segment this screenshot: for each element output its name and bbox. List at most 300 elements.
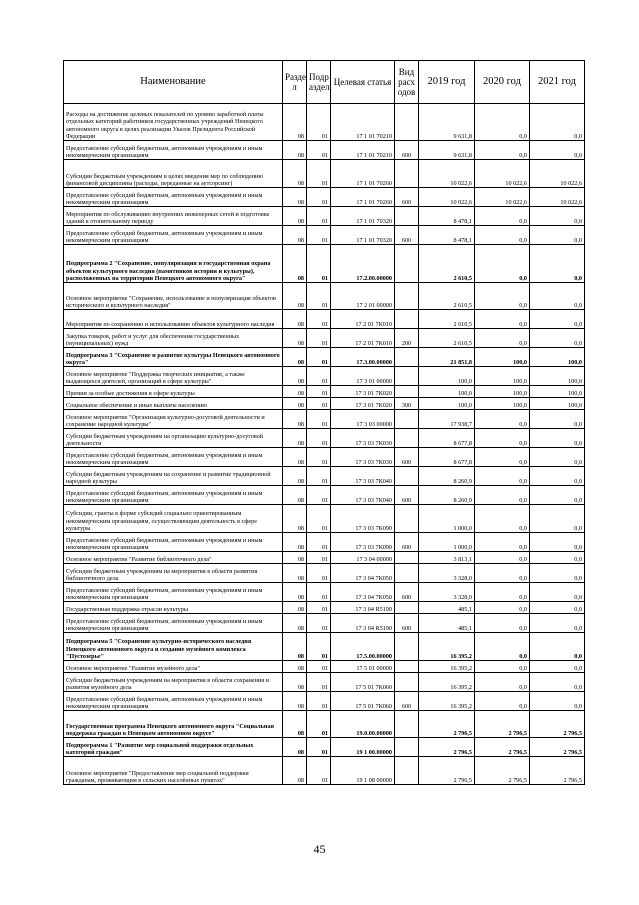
cell-name: Субсидии бюджетным учреждениям на мероприятия в области сохранения и развития музейного дела [64,673,283,692]
cell-year-2019: 16 395,2 [419,673,475,692]
cell-subsection: 01 [307,207,331,226]
cell-name: Государственная программа Ненецкого автономного округа "Социальная поддержка граждан в Ненецком автономном округе" [64,711,283,738]
cell-year-2019: 2 796,5 [419,738,475,757]
cell-target-article: 17 3 04 R5190 [331,602,395,614]
cell-name: Социальное обеспечение и иные выплаты населению [64,398,283,410]
table-row [64,602,585,614]
table-row [64,552,585,564]
cell-target-article: 17 3 03 7К090 [331,533,395,552]
cell-year-2019: 16 395,2 [419,692,475,711]
cell-year-2019: 10 022,6 [419,188,475,207]
table-row [64,583,585,602]
cell-subsection: 01 [307,661,331,673]
cell-section: 08 [283,552,307,564]
cell-expense-type: 600 [395,533,419,552]
table-row [64,207,585,226]
cell-name: Подпрограмма 2 "Сохранение, популяризация и государственная охрана объектов культурного наследия (памятников истории и культуры), расположенных на территории Ненецкого автономного округа" [64,245,283,283]
cell-year-2020: 2 796,5 [475,711,530,738]
cell-expense-type [395,367,419,386]
cell-section: 08 [283,386,307,398]
table-row [64,429,585,448]
cell-subsection: 01 [307,505,331,533]
cell-expense-type: 600 [395,583,419,602]
cell-year-2021: 2 796,5 [530,711,585,738]
cell-expense-type [395,633,419,661]
cell-name: Государственная поддержка отрасли культуры [64,602,283,614]
cell-year-2019: 100,0 [419,367,475,386]
table-row [64,738,585,757]
cell-expense-type: 600 [395,614,419,633]
table-row [64,711,585,738]
cell-year-2019: 3 328,0 [419,564,475,583]
header-subsection: Подр аздел [307,61,331,104]
cell-section: 08 [283,661,307,673]
cell-expense-type [395,711,419,738]
cell-year-2021: 0,0 [530,661,585,673]
cell-section: 08 [283,160,307,188]
cell-expense-type [395,467,419,486]
cell-year-2020: 0,0 [475,673,530,692]
cell-year-2021: 0,0 [530,467,585,486]
table-row [64,226,585,245]
cell-subsection: 01 [307,564,331,583]
cell-subsection: 01 [307,348,331,367]
cell-section: 08 [283,310,307,329]
cell-name: Основное мероприятие "Поддержка творческих инициатив, а также выдающихся деятелей, организаций в сфере культуры" [64,367,283,386]
cell-subsection: 01 [307,310,331,329]
table-row [64,245,585,283]
cell-name: Предоставление субсидий бюджетным, автономным учреждениям и иным некоммерческим организациям [64,614,283,633]
cell-year-2019: 9 631,8 [419,104,475,141]
cell-section: 08 [283,602,307,614]
cell-section: 08 [283,188,307,207]
cell-year-2020: 0,0 [475,564,530,583]
cell-target-article: 17.5.00.00000 [331,633,395,661]
cell-expense-type [395,245,419,283]
cell-section: 08 [283,467,307,486]
cell-name: Субсидии, гранты в форме субсидий социально ориентированным некоммерческим организациям, осуществляющим деятельность в сфере культуры [64,505,283,533]
cell-year-2020: 0,0 [475,583,530,602]
cell-expense-type: 600 [395,486,419,505]
cell-expense-type [395,564,419,583]
cell-expense-type [395,757,419,785]
cell-year-2020: 0,0 [475,429,530,448]
table-row [64,533,585,552]
cell-year-2021: 0,0 [530,533,585,552]
cell-section: 08 [283,141,307,160]
cell-target-article: 17 1 01 70210 [331,141,395,160]
cell-section: 08 [283,564,307,583]
cell-year-2020: 100,0 [475,386,530,398]
cell-year-2020: 0,0 [475,614,530,633]
cell-year-2021: 2 796,5 [530,757,585,785]
cell-target-article: 17 3 04 R5190 [331,614,395,633]
table-body [64,104,585,785]
cell-subsection: 01 [307,141,331,160]
cell-subsection: 01 [307,633,331,661]
cell-expense-type [395,104,419,141]
cell-year-2019: 8 260,9 [419,467,475,486]
cell-subsection: 01 [307,226,331,245]
header-year-2021: 2021 год [530,61,585,104]
table-row [64,661,585,673]
table-row [64,614,585,633]
table-row [64,283,585,310]
cell-target-article: 17 5 01 7К060 [331,673,395,692]
cell-subsection: 01 [307,398,331,410]
cell-name: Субсидии бюджетным учреждениям на сохранение и развитие традиционной народной культуры [64,467,283,486]
table-row [64,633,585,661]
cell-expense-type [395,410,419,429]
cell-section: 08 [283,398,307,410]
cell-year-2020: 0,0 [475,329,530,348]
cell-year-2020: 0,0 [475,141,530,160]
cell-name: Основное мероприятие "Развитие музейного дела" [64,661,283,673]
cell-subsection: 01 [307,711,331,738]
cell-year-2020: 0,0 [475,552,530,564]
cell-year-2021: 0,0 [530,614,585,633]
cell-expense-type: 200 [395,329,419,348]
cell-section: 08 [283,226,307,245]
cell-name: Субсидии бюджетным учреждениям на мероприятия в области развития библиотечного дела [64,564,283,583]
cell-year-2019: 485,1 [419,602,475,614]
budget-table [63,60,585,785]
cell-section: 08 [283,348,307,367]
cell-year-2020: 0,0 [475,533,530,552]
cell-subsection: 01 [307,448,331,467]
cell-name: Закупка товаров, работ и услуг для обеспечения государственных (муниципальных) нужд [64,329,283,348]
cell-subsection: 01 [307,367,331,386]
cell-year-2019: 8 478,1 [419,226,475,245]
cell-name: Мероприятия по сохранению и использованию объектов культурного наследия [64,310,283,329]
cell-expense-type [395,661,419,673]
cell-section: 08 [283,533,307,552]
cell-year-2020: 0,0 [475,692,530,711]
cell-name: Мероприятия по обслуживанию внутренних инженерных сетей и подготовке зданий к отопительному периоду [64,207,283,226]
cell-year-2021: 0,0 [530,505,585,533]
cell-section: 08 [283,692,307,711]
table-row [64,673,585,692]
cell-year-2020: 0,0 [475,226,530,245]
table-row [64,564,585,583]
cell-year-2019: 1 000,0 [419,505,475,533]
cell-name: Расходы на достижение целевых показателей по уровню заработной платы отдельных категорий работников государственных учреждений Ненецкого автономного округа в целях реализации Указов Президента Российской Федерации [64,104,283,141]
cell-year-2020: 100,0 [475,348,530,367]
cell-subsection: 01 [307,614,331,633]
cell-year-2021: 10 022,6 [530,160,585,188]
cell-name: Предоставление субсидий бюджетным, автономным учреждениям и иным некоммерческим организациям [64,583,283,602]
cell-year-2021: 0,0 [530,583,585,602]
cell-section: 08 [283,711,307,738]
cell-expense-type [395,602,419,614]
table-row [64,692,585,711]
cell-expense-type: 600 [395,188,419,207]
cell-target-article: 17 5 01 00000 [331,661,395,673]
cell-subsection: 01 [307,692,331,711]
header-name: Наименование [64,61,283,104]
cell-year-2020: 0,0 [475,448,530,467]
table-row [64,329,585,348]
cell-target-article: 17 1 01 70320 [331,207,395,226]
table-row [64,410,585,429]
cell-section: 08 [283,329,307,348]
cell-expense-type [395,310,419,329]
cell-subsection: 01 [307,329,331,348]
cell-year-2019: 10 022,6 [419,160,475,188]
cell-year-2019: 8 478,1 [419,207,475,226]
cell-expense-type [395,673,419,692]
cell-year-2019: 2 610,5 [419,310,475,329]
cell-name: Субсидии бюджетным учреждениям на организацию культурно-досуговой деятельности [64,429,283,448]
cell-name: Основное мероприятие "Развитие библиотечного дела" [64,552,283,564]
cell-year-2020: 0,0 [475,505,530,533]
cell-target-article: 17 3 03 7К040 [331,486,395,505]
cell-name: Премии за особые достижения в сфере культуры [64,386,283,398]
cell-year-2021: 0,0 [530,104,585,141]
cell-section: 08 [283,614,307,633]
cell-year-2019: 8 677,8 [419,429,475,448]
cell-target-article: 17 3 03 7К040 [331,467,395,486]
cell-section: 08 [283,738,307,757]
cell-section: 08 [283,673,307,692]
cell-year-2021: 0,0 [530,552,585,564]
cell-name: Предоставление субсидий бюджетным, автономным учреждениям и иным некоммерческим организациям [64,692,283,711]
cell-year-2019: 3 813,1 [419,552,475,564]
header-year-2019: 2019 год [419,61,475,104]
cell-year-2021: 0,0 [530,429,585,448]
cell-subsection: 01 [307,245,331,283]
cell-year-2020: 10 022,6 [475,160,530,188]
cell-year-2019: 2 610,5 [419,245,475,283]
cell-section: 08 [283,283,307,310]
cell-section: 08 [283,583,307,602]
cell-section: 08 [283,429,307,448]
cell-year-2020: 100,0 [475,398,530,410]
cell-year-2021: 0,0 [530,410,585,429]
table-row [64,188,585,207]
cell-year-2019: 1 000,0 [419,533,475,552]
cell-year-2019: 8 677,8 [419,448,475,467]
table-header [64,61,585,104]
cell-name: Предоставление субсидий бюджетным, автономным учреждениям и иным некоммерческим организациям [64,188,283,207]
table-row [64,367,585,386]
cell-target-article: 19 1 00.00000 [331,738,395,757]
cell-target-article: 17 1 01 70320 [331,226,395,245]
cell-name: Субсидии бюджетным учреждениям в целях введения мер по соблюдению финансовой дисциплины (расходы, переданные на аутсорсинг) [64,160,283,188]
table-row [64,757,585,785]
cell-subsection: 01 [307,283,331,310]
cell-target-article: 17 1 01 70260 [331,188,395,207]
cell-year-2020: 0,0 [475,486,530,505]
cell-year-2020: 0,0 [475,207,530,226]
cell-name: Предоставление субсидий бюджетным, автономным учреждениям и иным некоммерческим организациям [64,226,283,245]
cell-year-2019: 100,0 [419,386,475,398]
cell-year-2020: 0,0 [475,310,530,329]
cell-year-2020: 0,0 [475,104,530,141]
cell-year-2021: 0,0 [530,602,585,614]
cell-year-2021: 100,0 [530,386,585,398]
cell-year-2020: 0,0 [475,283,530,310]
cell-subsection: 01 [307,486,331,505]
cell-target-article: 17 3 01 00000 [331,367,395,386]
cell-target-article: 17 2 01 7К010 [331,310,395,329]
cell-year-2020: 100,0 [475,367,530,386]
cell-target-article: 19.0.00.00000 [331,711,395,738]
cell-target-article: 17 2 01 7К010 [331,329,395,348]
cell-target-article: 17.2.00.00000 [331,245,395,283]
table-row [64,486,585,505]
cell-expense-type: 600 [395,141,419,160]
cell-target-article: 17 3 01 7К020 [331,398,395,410]
cell-target-article: 17 3 03 7К030 [331,448,395,467]
cell-year-2019: 8 260,9 [419,486,475,505]
cell-year-2019: 100,0 [419,398,475,410]
cell-expense-type: 600 [395,226,419,245]
cell-year-2020: 0,0 [475,633,530,661]
cell-name: Основное мероприятие "Предоставление мер социальной поддержки гражданам, проживающим в сельских населённых пунктах" [64,757,283,785]
cell-target-article: 17 5 01 7К060 [331,692,395,711]
table-row [64,348,585,367]
cell-year-2020: 2 796,5 [475,738,530,757]
cell-year-2021: 0,0 [530,283,585,310]
cell-year-2021: 100,0 [530,348,585,367]
cell-name: Предоставление субсидий бюджетным, автономным учреждениям и иным некоммерческим организациям [64,141,283,160]
cell-section: 08 [283,104,307,141]
cell-name: Основное мероприятие "Организация культурно-досуговой деятельности и сохранение народной культуры" [64,410,283,429]
cell-target-article: 17 3 04 00000 [331,552,395,564]
cell-section: 08 [283,245,307,283]
cell-year-2021: 2 796,5 [530,738,585,757]
cell-year-2021: 0,0 [530,207,585,226]
cell-year-2021: 0,0 [530,310,585,329]
cell-section: 08 [283,207,307,226]
cell-section: 08 [283,757,307,785]
cell-target-article: 17 3 01 7К020 [331,386,395,398]
cell-expense-type: 600 [395,448,419,467]
cell-year-2021: 0,0 [530,673,585,692]
cell-year-2019: 485,1 [419,614,475,633]
cell-year-2019: 2 610,5 [419,283,475,310]
cell-expense-type [395,738,419,757]
cell-year-2021: 0,0 [530,329,585,348]
table-row [64,141,585,160]
cell-year-2020: 2 796,5 [475,757,530,785]
table-row [64,386,585,398]
cell-year-2019: 9 631,8 [419,141,475,160]
cell-name: Предоставление субсидий бюджетным, автономным учреждениям и иным некоммерческим организациям [64,448,283,467]
cell-target-article: 17 3 04 7К050 [331,583,395,602]
cell-year-2020: 0,0 [475,661,530,673]
cell-subsection: 01 [307,410,331,429]
cell-year-2019: 21 851,8 [419,348,475,367]
cell-expense-type [395,348,419,367]
cell-target-article: 19 1 08 00000 [331,757,395,785]
table-row [64,448,585,467]
cell-section: 08 [283,367,307,386]
cell-target-article: 17 3 03 7К030 [331,429,395,448]
cell-expense-type [395,429,419,448]
cell-target-article: 17 3 03 00000 [331,410,395,429]
cell-year-2021: 0,0 [530,692,585,711]
cell-name: Подпрограмма 3 "Сохранение и развитие культуры Ненецкого автономного округа" [64,348,283,367]
cell-year-2021: 0,0 [530,564,585,583]
header-expense-type: Вид расх одов [395,61,419,104]
cell-subsection: 01 [307,583,331,602]
table-row [64,310,585,329]
cell-year-2021: 10 022,6 [530,188,585,207]
cell-year-2020: 0,0 [475,467,530,486]
cell-section: 08 [283,448,307,467]
cell-subsection: 01 [307,533,331,552]
cell-name: Подпрограмма 5 "Сохранение культурно-исторического наследия Ненецкого автономного округа и создание музейного комплекса "Пустозерье" [64,633,283,661]
cell-section: 08 [283,486,307,505]
cell-target-article: 17 3 03 7К090 [331,505,395,533]
cell-expense-type [395,160,419,188]
cell-expense-type [395,552,419,564]
cell-subsection: 01 [307,552,331,564]
cell-target-article: 17 1 01 70210 [331,104,395,141]
cell-year-2019: 2 796,5 [419,711,475,738]
cell-year-2019: 16 395,2 [419,661,475,673]
cell-year-2021: 0,0 [530,486,585,505]
cell-section: 08 [283,410,307,429]
cell-year-2019: 2 796,5 [419,757,475,785]
cell-subsection: 01 [307,757,331,785]
cell-expense-type: 300 [395,398,419,410]
cell-section: 08 [283,633,307,661]
cell-year-2021: 0,0 [530,226,585,245]
cell-target-article: 17.3.00.00000 [331,348,395,367]
cell-year-2021: 0,0 [530,448,585,467]
table-row [64,398,585,410]
cell-name: Предоставление субсидий бюджетным, автономным учреждениям и иным некоммерческим организациям [64,533,283,552]
cell-target-article: 17 2 01 00000 [331,283,395,310]
cell-year-2020: 0,0 [475,410,530,429]
cell-year-2020: 0,0 [475,602,530,614]
cell-subsection: 01 [307,467,331,486]
cell-subsection: 01 [307,673,331,692]
cell-year-2021: 0,0 [530,141,585,160]
cell-expense-type: 600 [395,692,419,711]
table-row [64,467,585,486]
cell-year-2019: 3 328,0 [419,583,475,602]
table-row [64,160,585,188]
cell-year-2020: 0,0 [475,245,530,283]
cell-subsection: 01 [307,386,331,398]
cell-section: 08 [283,505,307,533]
cell-subsection: 01 [307,602,331,614]
cell-target-article: 17 3 04 7К050 [331,564,395,583]
cell-subsection: 01 [307,160,331,188]
cell-year-2021: 0,0 [530,245,585,283]
cell-expense-type [395,207,419,226]
cell-subsection: 01 [307,188,331,207]
cell-year-2019: 17 938,7 [419,410,475,429]
cell-year-2021: 100,0 [530,398,585,410]
cell-year-2019: 2 610,5 [419,329,475,348]
table-row [64,505,585,533]
cell-year-2020: 10 022,6 [475,188,530,207]
cell-name: Подпрограмма 1 "Развитие мер социальной поддержки отдельных категорий граждан" [64,738,283,757]
cell-subsection: 01 [307,429,331,448]
cell-expense-type [395,386,419,398]
cell-name: Основное мероприятие "Сохранение, использование и популяризация объектов исторического и культурного наследия" [64,283,283,310]
cell-name: Предоставление субсидий бюджетным, автономным учреждениям и иным некоммерческим организациям [64,486,283,505]
cell-year-2021: 100,0 [530,367,585,386]
cell-subsection: 01 [307,104,331,141]
cell-expense-type [395,283,419,310]
cell-subsection: 01 [307,738,331,757]
